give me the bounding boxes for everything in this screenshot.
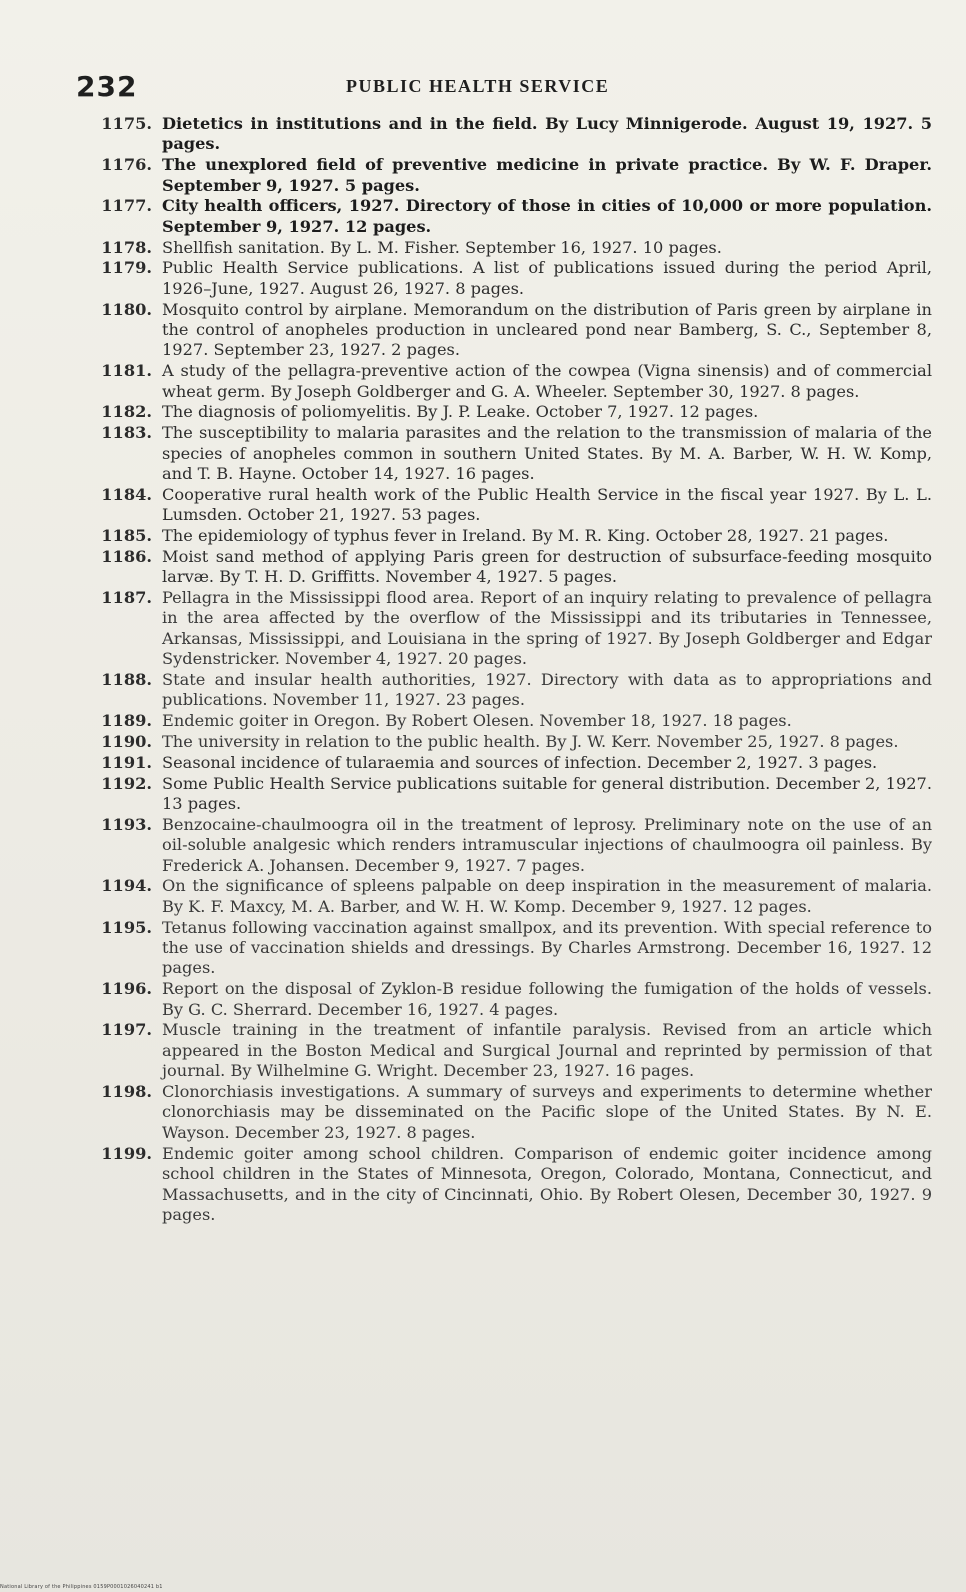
entry-number: 1196. [101, 979, 152, 999]
list-item [76, 361, 932, 402]
list-item [76, 114, 932, 155]
entry-number: 1194. [101, 876, 152, 896]
entry-text: Endemic goiter in Oregon. By Robert Olesen. November 18, 1927. 18 pages. [162, 711, 792, 731]
entry-text: Public Health Service publications. A list of publications issued during the period April, 1926–June, 1927. August 26, 1927. 8 pages. [162, 258, 932, 298]
list-item [76, 979, 932, 1020]
entry-text: City health officers, 1927. Directory of those in cities of 10,000 or more population. September 9, 1927. 12 pages. [162, 196, 932, 236]
entry-text: Muscle training in the treatment of infantile paralysis. Revised from an article which appeared in the Boston Medical and Surgical Journal and reprinted by permission of that journal. By Wilhelmine G. Wright. December 23, 1927. 16 pages. [162, 1020, 932, 1081]
entry-text: The diagnosis of poliomyelitis. By J. P. Leake. October 7, 1927. 12 pages. [162, 402, 759, 422]
list-item [76, 753, 932, 773]
entry-number: 1176. [101, 155, 152, 175]
entry-text: The epidemiology of typhus fever in Ireland. By M. R. King. October 28, 1927. 21 pages. [162, 526, 889, 546]
entry-text: Report on the disposal of Zyklon-B residue following the fumigation of the holds of vessels. By G. C. Sherrard. December 16, 1927. 4 pages. [162, 979, 932, 1019]
entry-text: On the significance of spleens palpable on deep inspiration in the measurement of malaria. By K. F. Maxcy, M. A. Barber, and W. H. W. Komp. December 9, 1927. 12 pages. [162, 876, 932, 916]
list-item [76, 670, 932, 711]
entry-number: 1186. [101, 546, 152, 566]
entry-text: Some Public Health Service publications suitable for general distribution. December 2, 1927. 13 pages. [162, 773, 932, 814]
list-item [76, 258, 932, 299]
list-item [76, 196, 932, 237]
list-item [76, 1082, 932, 1143]
page-number: 232 [76, 70, 138, 103]
entry-text: The unexplored field of preventive medicine in private practice. By W. F. Draper. September 9, 1927. 5 pages. [162, 155, 932, 195]
entry-number: 1183. [101, 423, 152, 443]
entry-number: 1185. [101, 526, 152, 546]
entry-number: 1190. [101, 732, 152, 752]
entry-number: 1178. [101, 237, 152, 257]
entry-text: Clonorchiasis investigations. A summary of surveys and experiments to determine whether clonorchiasis may be disseminated on the Pacific slope of the United States. By N. E. Wayson. December 23, 1927. 8 pages. [162, 1082, 932, 1142]
list-item [76, 588, 932, 670]
list-item [76, 402, 932, 422]
list-item [76, 815, 932, 876]
entry-number: 1187. [101, 588, 152, 608]
entry-number: 1199. [101, 1143, 152, 1163]
entry-text: Seasonal incidence of tularaemia and sources of infection. December 2, 1927. 3 pages. [162, 752, 878, 772]
entry-number: 1175. [101, 114, 152, 133]
list-item [76, 485, 932, 526]
entry-text: Dietetics in institutions and in the field. By Lucy Minnigerode. August 19, 1927. 5 pages. [162, 114, 932, 154]
entry-number: 1184. [101, 484, 152, 504]
list-item [76, 1144, 932, 1226]
list-item [76, 711, 932, 731]
publication-list [76, 114, 932, 1226]
list-item [76, 238, 932, 258]
entry-number: 1189. [101, 711, 152, 731]
list-item [76, 1020, 932, 1081]
entry-number: 1193. [101, 814, 152, 834]
entry-text: The university in relation to the public health. By J. W. Kerr. November 25, 1927. 8 pages. [162, 732, 899, 752]
scan-credit: National Library of the Philippines 0159P0001026040241 b1 [0, 1584, 163, 1590]
list-item [76, 876, 932, 917]
entry-number: 1180. [101, 299, 152, 319]
list-item [76, 547, 932, 588]
entry-number: 1192. [101, 773, 152, 793]
entry-number: 1191. [101, 752, 152, 772]
entry-number: 1198. [101, 1082, 152, 1102]
entry-number: 1181. [101, 361, 152, 381]
entry-number: 1182. [101, 402, 152, 422]
entry-text: Tetanus following vaccination against smallpox, and its prevention. With special reference to the use of vaccination shields and dressings. By Charles Armstrong. December 16, 1927. 12 pages. [162, 917, 932, 978]
entry-text: Shellfish sanitation. By L. M. Fisher. September 16, 1927. 10 pages. [162, 237, 722, 257]
entry-text: Endemic goiter among school children. Comparison of endemic goiter incidence among school children in the States of Minnesota, Oregon, Colorado, Montana, Connecticut, and Massachusetts, and in the city of Cincinnati, Ohio. By Robert Olesen, December 30, 1927. 9 pages. [162, 1143, 932, 1224]
entry-text: The susceptibility to malaria parasites and the relation to the transmission of malaria of the species of anopheles common in southern United States. By M. A. Barber, W. H. W. Komp, and T. B. Hayne. October 14, 1927. 16 pages. [162, 423, 932, 484]
entry-number: 1195. [101, 917, 152, 937]
entry-number: 1197. [101, 1020, 152, 1040]
list-item [76, 918, 932, 979]
entry-text: Moist sand method of applying Paris green for destruction of subsurface-feeding mosquito larvæ. By T. H. D. Griffitts. November 4, 1927. 5 pages. [162, 546, 932, 587]
entry-text: Cooperative rural health work of the Public Health Service in the fiscal year 1927. By L. L. Lumsden. October 21, 1927. 53 pages. [162, 484, 932, 525]
list-item [76, 774, 932, 815]
running-title: PUBLIC HEALTH SERVICE [346, 76, 610, 96]
entry-number: 1177. [101, 196, 152, 216]
page-header [76, 70, 926, 110]
entry-text: Pellagra in the Mississippi flood area. Report of an inquiry relating to prevalence of pellagra in the area affected by the overflow of the Mississippi and its tributaries in Tennessee, Arkansas, Mississippi, and Louisiana in the spring of 1927. By Joseph Goldberger and Edgar Sydenstricker. November 4, 1927. 20 pages. [162, 588, 932, 669]
entry-number: 1188. [101, 670, 152, 690]
list-item [76, 732, 932, 752]
entry-text: State and insular health authorities, 1927. Directory with data as to appropriations and publications. November 11, 1927. 23 pages. [162, 670, 932, 710]
list-item [76, 300, 932, 361]
entry-text: A study of the pellagra-preventive action of the cowpea (Vigna sinensis) and of commercial wheat germ. By Joseph Goldberger and G. A. Wheeler. September 30, 1927. 8 pages. [162, 361, 932, 401]
list-item [76, 155, 932, 196]
entry-number: 1179. [101, 258, 152, 278]
list-item [76, 526, 932, 546]
entry-text: Mosquito control by airplane. Memorandum on the distribution of Paris green by airplane in the control of anopheles production in uncleared pond near Bamberg, S. C., September 8, 1927. September 23, 1927. 2 pages. [162, 299, 932, 360]
list-item [76, 423, 932, 484]
entry-text: Benzocaine-chaulmoogra oil in the treatment of leprosy. Preliminary note on the use of an oil-soluble analgesic which renders intramuscular injections of chaulmoogra oil painless. By Frederick A. Johansen. December 9, 1927. 7 pages. [162, 814, 932, 875]
